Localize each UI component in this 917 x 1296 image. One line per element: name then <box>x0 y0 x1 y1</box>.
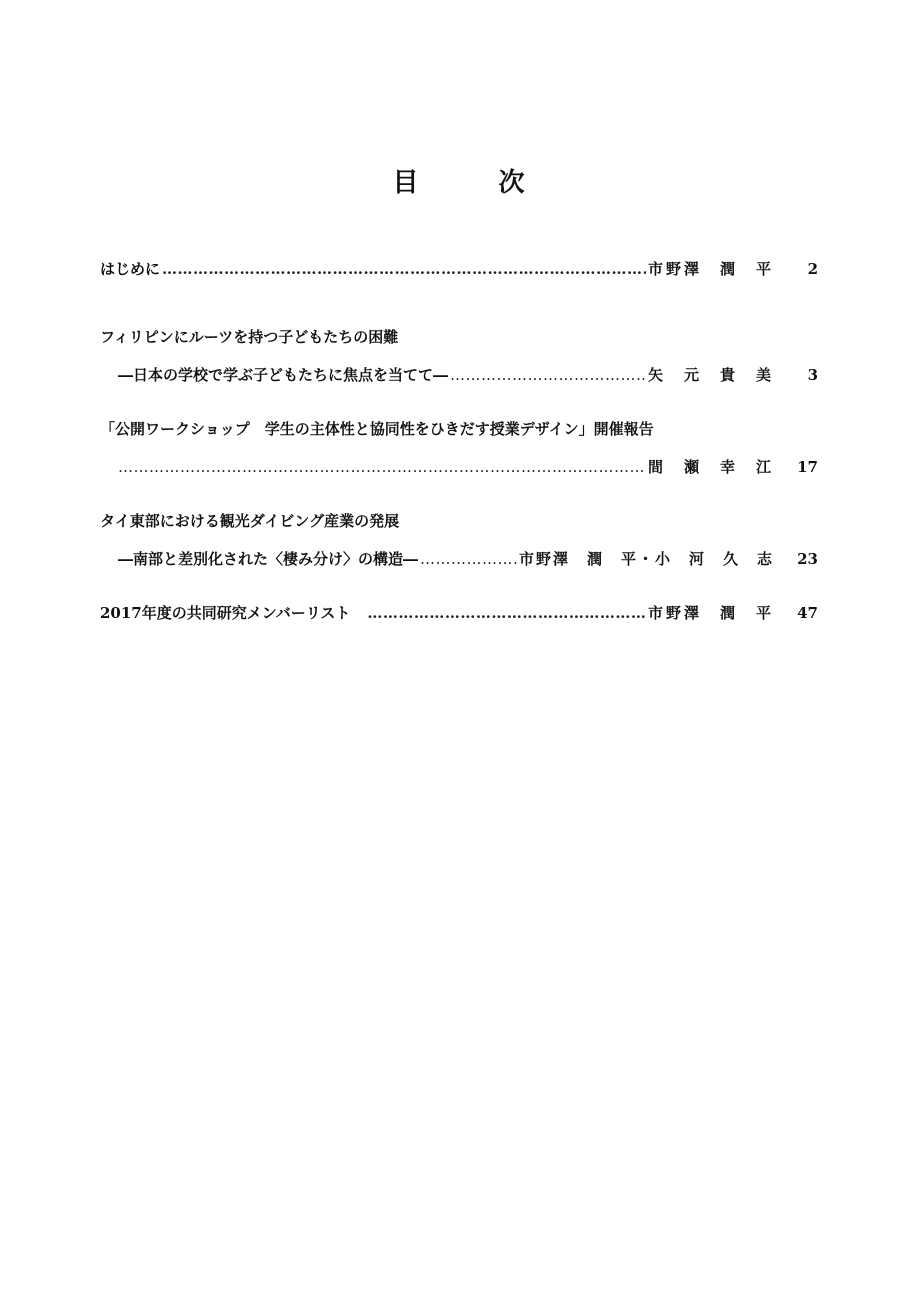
dot-leader <box>162 258 646 280</box>
toc-line <box>100 456 818 478</box>
toc-entry-page: 2 <box>807 260 818 278</box>
title-char-left: 目 <box>392 168 419 198</box>
toc-entry-page: 47 <box>797 604 818 622</box>
dot-leader <box>367 602 646 624</box>
toc-entry <box>100 418 818 478</box>
toc-line <box>100 364 818 386</box>
toc-entry-page: 3 <box>807 366 818 384</box>
toc-entry-subtitle: ―南部と差別化された〈棲み分け〉の構造― <box>118 550 419 568</box>
toc-entry-title: フィリピンにルーツを持つ子どもたちの困難 <box>100 328 399 346</box>
toc-entry-author: 市野澤 潤 平 <box>647 604 774 622</box>
toc-line <box>100 510 818 532</box>
page-title <box>0 162 917 199</box>
toc-entry-page: 23 <box>797 550 818 568</box>
toc-entry-subtitle: ―日本の学校で学ぶ子どもたちに焦点を当てて― <box>118 366 449 384</box>
toc-line <box>100 418 818 440</box>
toc-entry <box>100 510 818 570</box>
toc-entry-author: 市野澤 潤 平・小 河 久 志 <box>518 550 774 568</box>
toc-line <box>100 548 818 570</box>
toc-entry-title: 「公開ワークショップ 学生の主体性と協同性をひきだす授業デザイン」開催報告 <box>100 420 654 438</box>
toc-entry-title: タイ東部における観光ダイビング産業の発展 <box>100 512 400 530</box>
toc-entry-title: 2017年度の共同研究メンバーリスト <box>100 604 366 622</box>
dot-leader <box>118 456 646 478</box>
toc-line <box>100 326 818 348</box>
toc-entry-author: 市野澤 潤 平 <box>647 260 774 278</box>
toc-entry-title: はじめに <box>100 260 161 278</box>
toc-entry <box>100 602 818 624</box>
table-of-contents <box>100 258 818 670</box>
dot-leader <box>450 364 646 386</box>
toc-entry <box>100 258 818 280</box>
toc-entry <box>100 326 818 386</box>
toc-line <box>100 258 818 280</box>
dot-leader <box>420 548 517 570</box>
toc-entry-author: 間 瀬 幸 江 <box>647 458 774 476</box>
toc-entry-author: 矢 元 貴 美 <box>647 366 774 384</box>
toc-line <box>100 602 818 624</box>
title-char-right: 次 <box>498 168 525 198</box>
toc-entry-page: 17 <box>797 458 818 476</box>
